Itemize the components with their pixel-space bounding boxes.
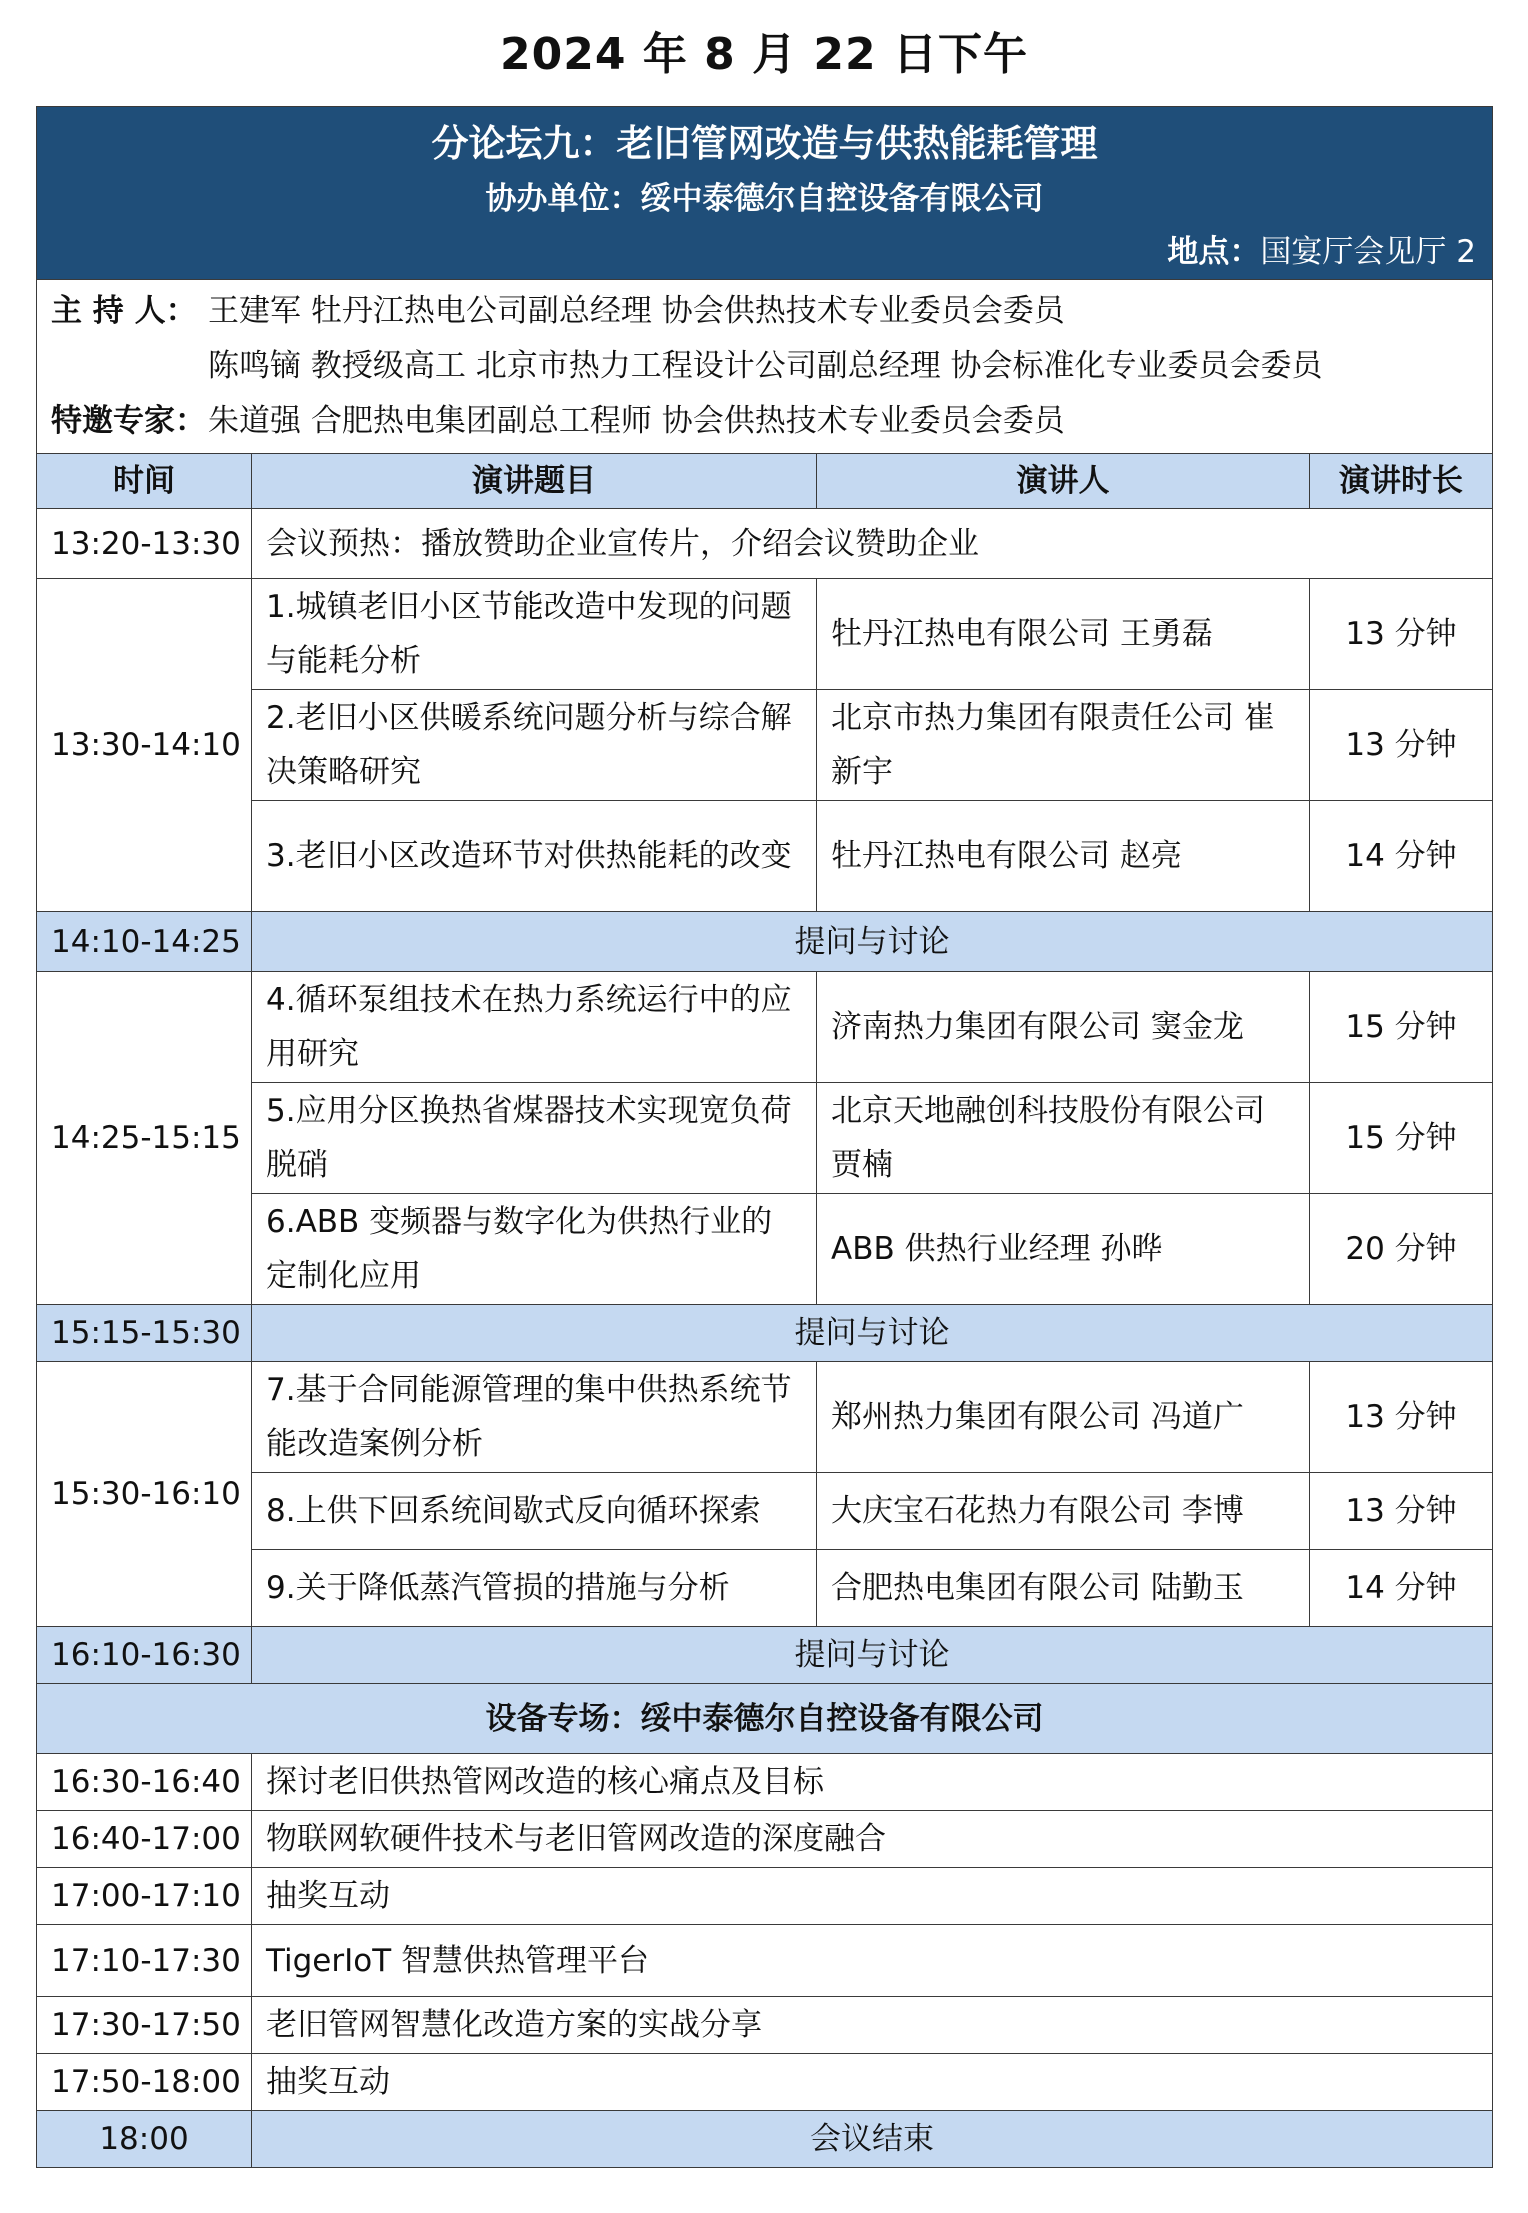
talk-speaker: 北京天地融创科技股份有限公司 贾楠 xyxy=(817,1083,1310,1194)
talk-duration: 13 分钟 xyxy=(1310,1362,1493,1473)
talk-title: 9.关于降低蒸汽管损的措施与分析 xyxy=(252,1550,817,1627)
session-time: 14:25-15:15 xyxy=(37,972,252,1305)
talk-row xyxy=(37,801,1493,912)
equipment-time: 17:00-17:10 xyxy=(37,1868,252,1925)
talk-speaker: 北京市热力集团有限责任公司 崔新宇 xyxy=(817,690,1310,801)
equipment-row xyxy=(37,2054,1493,2111)
equipment-time: 17:50-18:00 xyxy=(37,2054,252,2111)
talk-row xyxy=(37,690,1493,801)
equipment-time: 17:30-17:50 xyxy=(37,1997,252,2054)
talk-row xyxy=(37,579,1493,690)
talk-title: 1.城镇老旧小区节能改造中发现的问题与能耗分析 xyxy=(252,579,817,690)
equipment-time: 17:10-17:30 xyxy=(37,1925,252,1997)
host-2: 陈鸣镝 教授级高工 北京市热力工程设计公司副总经理 协会标准化专业委员会委员 xyxy=(208,348,1323,384)
equipment-row xyxy=(37,1811,1493,1868)
discussion-row xyxy=(37,1627,1493,1684)
talk-title: 8.上供下回系统间歇式反向循环探索 xyxy=(252,1473,817,1550)
column-header-time: 时间 xyxy=(37,454,252,509)
talk-title: 6.ABB 变频器与数字化为供热行业的定制化应用 xyxy=(252,1194,817,1305)
equipment-title-row xyxy=(37,1684,1493,1754)
talk-duration: 15 分钟 xyxy=(1310,1083,1493,1194)
talk-row xyxy=(37,1362,1493,1473)
equipment-text: 探讨老旧供热管网改造的核心痛点及目标 xyxy=(252,1754,1493,1811)
agenda-table xyxy=(36,106,1493,2168)
equipment-row xyxy=(37,1754,1493,1811)
location-label: 地点： xyxy=(1167,234,1261,270)
equipment-text: TigerIoT 智慧供热管理平台 xyxy=(252,1925,1493,1997)
talk-speaker: 大庆宝石花热力有限公司 李博 xyxy=(817,1473,1310,1550)
talk-title: 7.基于合同能源管理的集中供热系统节能改造案例分析 xyxy=(252,1362,817,1473)
talk-title: 4.循环泵组技术在热力系统运行中的应用研究 xyxy=(252,972,817,1083)
talk-duration: 13 分钟 xyxy=(1310,579,1493,690)
expert-1: 朱道强 合肥热电集团副总工程师 协会供热技术专业委员会委员 xyxy=(208,403,1065,439)
warmup-text: 会议预热：播放赞助企业宣传片，介绍会议赞助企业 xyxy=(252,509,1493,579)
page-title: 2024 年 8 月 22 日下午 xyxy=(500,29,1028,80)
talk-duration: 14 分钟 xyxy=(1310,1550,1493,1627)
talk-duration: 14 分钟 xyxy=(1310,801,1493,912)
equipment-text: 物联网软硬件技术与老旧管网改造的深度融合 xyxy=(252,1811,1493,1868)
hosts-row xyxy=(37,280,1493,454)
host-1: 王建军 牡丹江热电公司副总经理 协会供热技术专业委员会委员 xyxy=(208,293,1065,329)
session-time: 15:30-16:10 xyxy=(37,1362,252,1627)
equipment-text: 抽奖互动 xyxy=(252,2054,1493,2111)
talk-speaker: 牡丹江热电有限公司 王勇磊 xyxy=(817,579,1310,690)
discussion-row xyxy=(37,1305,1493,1362)
talk-duration: 20 分钟 xyxy=(1310,1194,1493,1305)
equipment-text: 老旧管网智慧化改造方案的实战分享 xyxy=(252,1997,1493,2054)
talk-row xyxy=(37,1083,1493,1194)
talk-row xyxy=(37,1550,1493,1627)
discussion-row xyxy=(37,912,1493,972)
discussion-time: 15:15-15:30 xyxy=(37,1305,252,1362)
closing-time: 18:00 xyxy=(37,2111,252,2168)
location xyxy=(37,225,1492,279)
co-organizer: 协办单位：绥中泰德尔自控设备有限公司 xyxy=(485,181,1044,217)
equipment-row xyxy=(37,1868,1493,1925)
discussion-label: 提问与讨论 xyxy=(252,1305,1493,1362)
column-header-speaker: 演讲人 xyxy=(817,454,1310,509)
expert-label: 特邀专家： xyxy=(51,403,206,439)
talk-title: 3.老旧小区改造环节对供热能耗的改变 xyxy=(252,801,817,912)
talk-speaker: 合肥热电集团有限公司 陆勤玉 xyxy=(817,1550,1310,1627)
closing-row xyxy=(37,2111,1493,2168)
host-label: 主 持 人： xyxy=(51,293,197,329)
column-header-topic: 演讲题目 xyxy=(252,454,817,509)
forum-header-row xyxy=(37,107,1493,280)
warmup-time: 13:20-13:30 xyxy=(37,509,252,579)
session-time: 13:30-14:10 xyxy=(37,579,252,912)
discussion-label: 提问与讨论 xyxy=(252,1627,1493,1684)
talk-speaker: 郑州热力集团有限公司 冯道广 xyxy=(817,1362,1310,1473)
equipment-title: 设备专场：绥中泰德尔自控设备有限公司 xyxy=(37,1684,1493,1754)
talk-speaker: 济南热力集团有限公司 窦金龙 xyxy=(817,972,1310,1083)
warmup-row xyxy=(37,509,1493,579)
equipment-row xyxy=(37,1997,1493,2054)
equipment-text: 抽奖互动 xyxy=(252,1868,1493,1925)
location-value: 国宴厅会见厅 2 xyxy=(1260,234,1476,270)
talk-duration: 13 分钟 xyxy=(1310,690,1493,801)
discussion-time: 16:10-16:30 xyxy=(37,1627,252,1684)
equipment-time: 16:40-17:00 xyxy=(37,1811,252,1868)
talk-speaker: ABB 供热行业经理 孙晔 xyxy=(817,1194,1310,1305)
forum-title: 分论坛九：老旧管网改造与供热能耗管理 xyxy=(431,122,1098,165)
discussion-time: 14:10-14:25 xyxy=(37,912,252,972)
hosts-section xyxy=(37,280,1493,454)
talk-row xyxy=(37,972,1493,1083)
column-header-row xyxy=(37,454,1493,509)
talk-title: 5.应用分区换热省煤器技术实现宽负荷脱硝 xyxy=(252,1083,817,1194)
talk-speaker: 牡丹江热电有限公司 赵亮 xyxy=(817,801,1310,912)
closing-text: 会议结束 xyxy=(252,2111,1493,2168)
equipment-time: 16:30-16:40 xyxy=(37,1754,252,1811)
forum-header xyxy=(37,107,1493,280)
talk-duration: 15 分钟 xyxy=(1310,972,1493,1083)
talk-title: 2.老旧小区供暖系统问题分析与综合解决策略研究 xyxy=(252,690,817,801)
talk-row xyxy=(37,1194,1493,1305)
talk-row xyxy=(37,1473,1493,1550)
discussion-label: 提问与讨论 xyxy=(252,912,1493,972)
talk-duration: 13 分钟 xyxy=(1310,1473,1493,1550)
column-header-duration: 演讲时长 xyxy=(1310,454,1493,509)
equipment-row xyxy=(37,1925,1493,1997)
